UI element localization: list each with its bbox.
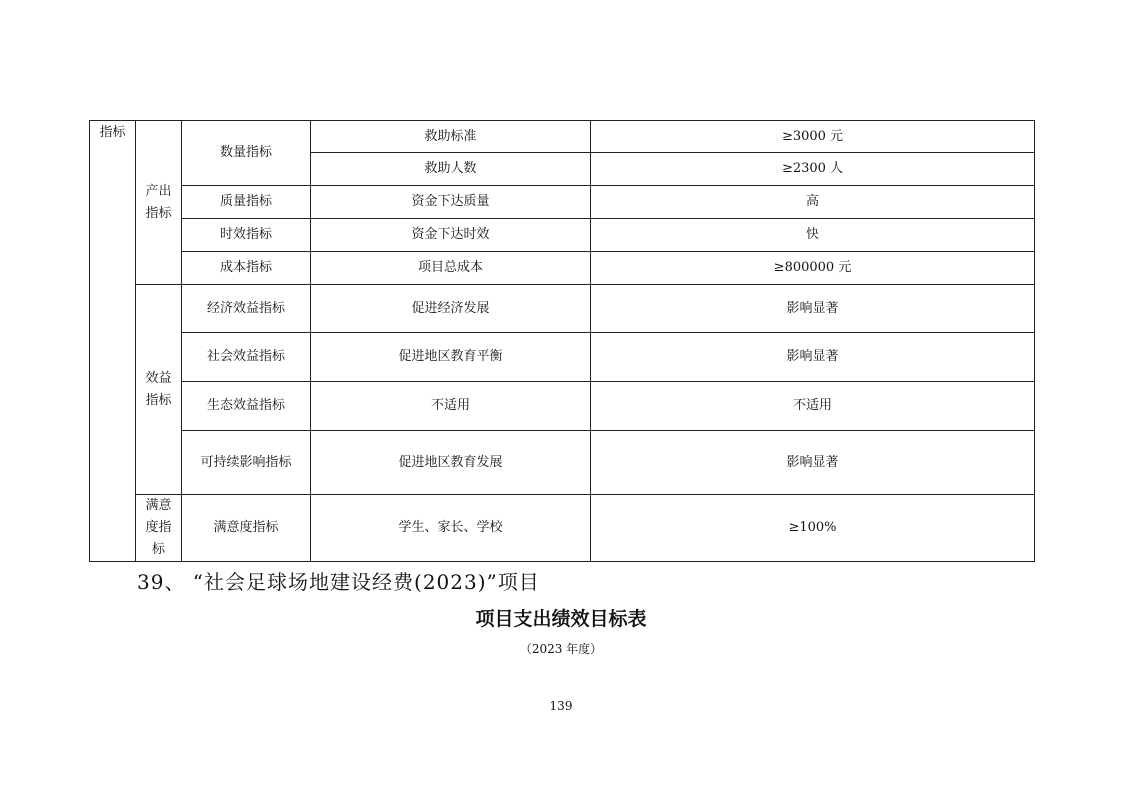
year-note: （2023 年度） (519, 642, 603, 656)
level4-cell: 不适用 (311, 382, 591, 431)
table-row (90, 121, 1035, 153)
value-cell: 高 (591, 186, 1035, 219)
table-title: 项目支出绩效目标表 (475, 608, 647, 630)
category-level2-cell (136, 285, 182, 495)
value-cell: ≥3000 元 (591, 121, 1035, 153)
table-row (90, 285, 1035, 333)
category-level2-label: 满意度指标 (145, 498, 172, 557)
value-cell: ≥100% (591, 495, 1035, 562)
value-cell: 影响显著 (591, 431, 1035, 495)
category-level2-label: 产出指标 (145, 183, 172, 221)
category-level2-cell (136, 121, 182, 285)
level3-cell: 社会效益指标 (182, 333, 311, 382)
level4-cell: 项目总成本 (311, 252, 591, 285)
category-level1-cell (90, 121, 136, 562)
level4-cell: 促进经济发展 (311, 285, 591, 333)
category-level2-cell (136, 495, 182, 562)
value-cell: ≥2300 人 (591, 153, 1035, 186)
value-cell: 不适用 (591, 382, 1035, 431)
value-cell: ≥800000 元 (591, 252, 1035, 285)
performance-table (89, 120, 1035, 562)
table-row (90, 186, 1035, 219)
level3-cell: 生态效益指标 (182, 382, 311, 431)
table-row (90, 219, 1035, 252)
level3-cell: 满意度指标 (182, 495, 311, 562)
level3-cell: 时效指标 (182, 219, 311, 252)
level4-cell: 资金下达质量 (311, 186, 591, 219)
category-level2-label: 效益指标 (145, 370, 172, 408)
level3-cell: 经济效益指标 (182, 285, 311, 333)
level3-cell: 数量指标 (182, 121, 311, 186)
level3-cell: 可持续影响指标 (182, 431, 311, 495)
level4-cell: 学生、家长、学校 (311, 495, 591, 562)
level4-cell: 救助人数 (311, 153, 591, 186)
section-heading: 39、 “社会足球场地建设经费(2023)”项目 (137, 570, 540, 594)
level4-cell: 促进地区教育平衡 (311, 333, 591, 382)
table-row (90, 252, 1035, 285)
value-cell: 影响显著 (591, 333, 1035, 382)
page-number: 139 (549, 699, 573, 713)
table-row (90, 333, 1035, 382)
level4-cell: 促进地区教育发展 (311, 431, 591, 495)
table-row (90, 382, 1035, 431)
level4-cell: 救助标准 (311, 121, 591, 153)
table-row (90, 495, 1035, 562)
category-level1-label: 指标 (99, 125, 126, 140)
value-cell: 影响显著 (591, 285, 1035, 333)
level3-cell: 成本指标 (182, 252, 311, 285)
value-cell: 快 (591, 219, 1035, 252)
level3-cell: 质量指标 (182, 186, 311, 219)
level4-cell: 资金下达时效 (311, 219, 591, 252)
table-row (90, 431, 1035, 495)
